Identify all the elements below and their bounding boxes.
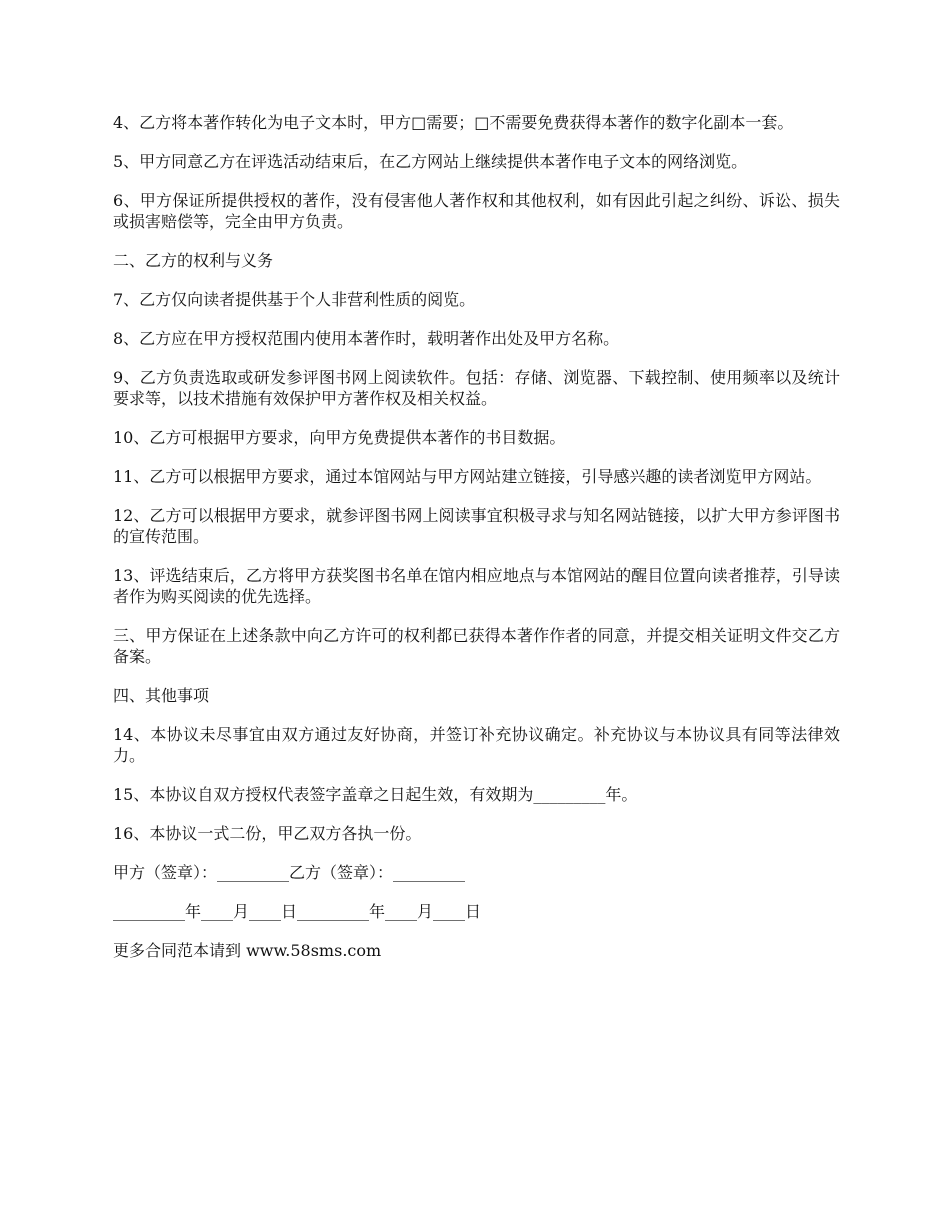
- section-heading-2: 二、乙方的权利与义务: [113, 251, 274, 270]
- clause-4: 4、乙方将本著作转化为电子文本时，甲方□需要；□不需要免费获得本著作的数字化副本一套。: [113, 113, 794, 132]
- section-heading-4: 四、其他事项: [113, 686, 210, 705]
- clause-7: 7、乙方仅向读者提供基于个人非营利性质的阅览。: [113, 290, 476, 309]
- clause-15: 15、本协议自双方授权代表签字盖章之日起生效，有效期为_________年。: [113, 785, 638, 804]
- clause-13: 13、评选结束后，乙方将甲方获奖图书名单在馆内相应地点与本馆网站的醒目位置向读者推荐，引导读者作为购买阅读的优先选择。: [113, 566, 840, 606]
- clause-8: 8、乙方应在甲方授权范围内使用本著作时，载明著作出处及甲方名称。: [113, 329, 620, 348]
- footer-note: 更多合同范本请到 www.58sms.com: [113, 941, 382, 960]
- clause-16: 16、本协议一式二份，甲乙双方各执一份。: [113, 824, 422, 843]
- signature-line: 甲方（签章）：_________乙方（签章）：_________: [113, 863, 466, 882]
- clause-11: 11、乙方可以根据甲方要求，通过本馆网站与甲方网站建立链接，引导感兴趣的读者浏览甲方网站。: [113, 467, 822, 486]
- clause-9: 9、乙方负责选取或研发参评图书网上阅读软件。包括：存储、浏览器、下载控制、使用频率以及统计要求等，以技术措施有效保护甲方著作权及相关权益。: [113, 368, 840, 408]
- contract-page: [113, 112, 840, 977]
- clause-14: 14、本协议未尽事宜由双方通过友好协商，并签订补充协议确定。补充协议与本协议具有同等法律效力。: [113, 725, 840, 765]
- clause-10: 10、乙方可根据甲方要求，向甲方免费提供本著作的书目数据。: [113, 428, 566, 447]
- date-line: _________年____月____日_________年____月____日: [113, 902, 482, 921]
- clause-5: 5、甲方同意乙方在评选活动结束后，在乙方网站上继续提供本著作电子文本的网络浏览。: [113, 152, 748, 171]
- clause-6: 6、甲方保证所提供授权的著作，没有侵害他人著作权和其他权利，如有因此引起之纠纷、诉讼、损失或损害赔偿等，完全由甲方负责。: [113, 191, 840, 231]
- clause-12: 12、乙方可以根据甲方要求，就参评图书网上阅读事宜积极寻求与知名网站链接，以扩大甲方参评图书的宣传范围。: [113, 506, 840, 546]
- section-heading-3: 三、甲方保证在上述条款中向乙方许可的权利都已获得本著作作者的同意，并提交相关证明文件交乙方备案。: [113, 626, 840, 666]
